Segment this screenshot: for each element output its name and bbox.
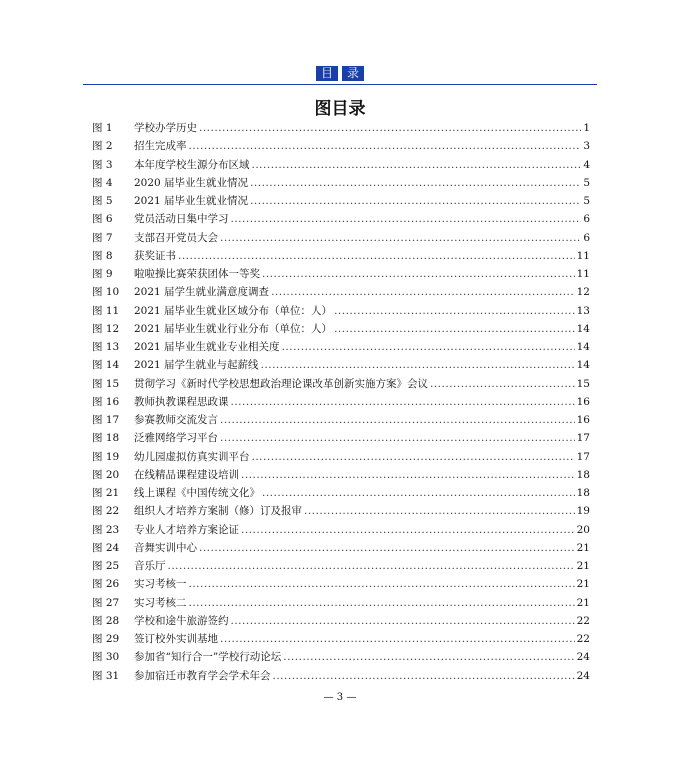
figure-number: 图 5 — [92, 195, 113, 207]
figure-page: 22 — [576, 614, 590, 627]
toc-entry[interactable] — [92, 248, 590, 266]
figure-page: 16 — [576, 395, 590, 408]
dot-leader — [189, 578, 575, 590]
dot-leader — [199, 542, 575, 554]
figure-page: 21 — [576, 596, 590, 609]
figure-number: 图 29 — [92, 633, 120, 645]
figure-page: 17 — [576, 432, 590, 445]
figure-title: 音舞实训中心 — [134, 541, 197, 554]
toc-entry[interactable] — [92, 503, 590, 521]
dot-leader — [220, 232, 581, 244]
figure-number: 图 22 — [92, 505, 120, 518]
toc-entry[interactable] — [92, 230, 590, 248]
figure-page: 14 — [576, 341, 590, 353]
figure-number: 图 27 — [92, 596, 120, 609]
figure-number: 图 30 — [92, 651, 120, 664]
figure-number: 图 2 — [92, 140, 113, 153]
figure-number: 图 17 — [92, 414, 120, 426]
toc-entry[interactable] — [92, 649, 590, 667]
toc-entry[interactable] — [92, 430, 590, 448]
figure-number: 图 19 — [92, 450, 120, 463]
figure-number: 图 9 — [92, 268, 113, 280]
dot-leader — [250, 177, 581, 189]
figure-number: 图 15 — [92, 377, 120, 390]
figure-title: 啦啦操比赛荣获团体一等奖 — [134, 268, 260, 280]
figure-number: 图 18 — [92, 432, 120, 445]
dot-leader — [252, 451, 575, 463]
figure-title: 学校办学历史 — [134, 122, 197, 134]
figure-title: 线上课程《中国传统文化》 — [134, 487, 260, 499]
dot-leader — [241, 469, 575, 481]
figure-page: 5 — [583, 176, 590, 189]
figure-page: 3 — [583, 140, 590, 153]
dot-leader — [273, 670, 575, 682]
figure-page: 16 — [576, 414, 590, 426]
dot-leader — [283, 651, 574, 663]
dot-leader — [220, 414, 575, 426]
figure-title: 专业人才培养方案论证 — [134, 523, 239, 536]
toc-entry[interactable] — [92, 376, 590, 394]
figure-title: 贯彻学习《新时代学校思想政治理论课改革创新实施方案》会议 — [134, 377, 428, 390]
figure-number: 图 7 — [92, 231, 113, 244]
figure-number: 图 25 — [92, 560, 120, 572]
figure-number: 图 21 — [92, 487, 120, 499]
toc-entry[interactable] — [92, 613, 590, 631]
dot-leader — [220, 633, 575, 645]
toc-entry[interactable] — [92, 357, 590, 375]
figure-title: 获奖证书 — [134, 249, 176, 262]
toc-entry[interactable] — [92, 668, 590, 686]
toc-entry[interactable] — [92, 467, 590, 485]
figure-number: 图 6 — [92, 213, 113, 226]
figure-title: 参赛教师交流发言 — [134, 414, 218, 426]
figure-title: 音乐厅 — [134, 560, 166, 572]
toc-entry[interactable] — [92, 284, 590, 302]
dot-leader — [241, 524, 575, 536]
figure-page: 21 — [576, 578, 590, 591]
dot-leader — [189, 140, 582, 152]
header-divider — [83, 84, 597, 85]
toc-entry[interactable] — [92, 193, 590, 211]
dot-leader — [262, 487, 575, 499]
figure-list — [92, 120, 590, 686]
figure-title: 幼儿园虚拟仿真实训平台 — [134, 450, 250, 463]
dot-leader — [231, 396, 575, 408]
figure-number: 图 4 — [92, 176, 113, 189]
dot-leader — [189, 597, 575, 609]
figure-number: 图 3 — [92, 158, 113, 171]
figure-title: 2021 届学生就业满意度调查 — [134, 286, 270, 299]
figure-title: 党员活动日集中学习 — [134, 213, 229, 226]
figure-number: 图 13 — [92, 341, 120, 353]
dot-leader — [282, 341, 575, 353]
figure-page: 21 — [576, 541, 590, 554]
figure-page: 12 — [576, 286, 590, 299]
figure-number: 图 8 — [92, 249, 113, 262]
dot-leader — [231, 615, 575, 627]
figure-number: 图 24 — [92, 541, 120, 554]
figure-page: 17 — [576, 450, 590, 463]
figure-number: 图 23 — [92, 523, 120, 536]
figure-title: 参加宿迁市教育学会学术年会 — [134, 669, 271, 682]
figure-number: 图 20 — [92, 468, 120, 481]
toc-entry[interactable] — [92, 576, 590, 594]
toc-entry[interactable] — [92, 138, 590, 156]
figure-number: 图 1 — [92, 122, 113, 134]
toc-entry[interactable] — [92, 394, 590, 412]
dot-leader — [199, 122, 581, 134]
dot-leader — [252, 159, 582, 171]
figure-page: 6 — [583, 231, 590, 244]
figure-title: 2021 届学生就业与起薪线 — [134, 359, 259, 372]
toc-entry[interactable] — [92, 175, 590, 193]
toc-entry[interactable] — [92, 631, 590, 649]
toc-entry[interactable] — [92, 449, 590, 467]
dot-leader — [271, 286, 575, 298]
figure-title: 本年度学校生源分布区域 — [134, 158, 250, 171]
page-number: — 3 — — [323, 692, 357, 703]
figure-title: 2020 届毕业生就业情况 — [134, 176, 249, 189]
toc-entry[interactable] — [92, 303, 590, 321]
figure-page: 18 — [576, 487, 590, 499]
figure-page: 14 — [576, 322, 590, 335]
figure-title: 参加省“知行合一”学校行动论坛 — [134, 651, 282, 664]
toc-entry[interactable] — [92, 558, 590, 576]
figure-page: 15 — [576, 377, 590, 390]
header-badge-lu: 录 — [342, 66, 364, 81]
toc-entry[interactable] — [92, 412, 590, 430]
figure-title: 支部召开党员大会 — [134, 231, 218, 244]
dot-leader — [168, 560, 575, 572]
dot-leader — [304, 505, 575, 517]
toc-entry[interactable] — [92, 339, 590, 357]
dot-leader — [231, 213, 582, 225]
dot-leader — [250, 195, 581, 207]
figure-title: 学校和途牛旅游签约 — [134, 614, 229, 627]
header-badge-mu: 目 — [316, 66, 338, 81]
dot-leader — [178, 250, 575, 262]
toc-entry[interactable] — [92, 522, 590, 540]
figure-page: 13 — [576, 304, 590, 317]
figure-number: 图 11 — [92, 304, 120, 317]
figure-page: 1 — [583, 122, 590, 134]
figure-title: 2021 届毕业生就业区域分布（单位：人） — [134, 304, 333, 317]
figure-title: 泛雅网络学习平台 — [134, 432, 218, 445]
figure-page: 21 — [576, 560, 590, 572]
page-title: 图目录 — [314, 99, 366, 119]
toc-entry[interactable] — [92, 485, 590, 503]
figure-page: 22 — [576, 633, 590, 645]
figure-page: 24 — [576, 651, 590, 664]
figure-page: 14 — [576, 359, 590, 372]
toc-entry[interactable] — [92, 540, 590, 558]
figure-page: 18 — [576, 468, 590, 481]
dot-leader — [430, 378, 575, 390]
toc-entry[interactable] — [92, 266, 590, 284]
dot-leader — [334, 305, 575, 317]
figure-title: 在线精品课程建设培训 — [134, 468, 239, 481]
figure-title: 实习考核二 — [134, 596, 187, 609]
figure-number: 图 10 — [92, 286, 120, 299]
figure-page: 11 — [576, 249, 590, 262]
figure-page: 20 — [576, 523, 590, 536]
dot-leader — [220, 432, 575, 444]
toc-entry[interactable] — [92, 595, 590, 613]
figure-title: 签订校外实训基地 — [134, 633, 218, 645]
figure-number: 图 16 — [92, 395, 120, 408]
figure-title: 2021 届毕业生就业情况 — [134, 195, 249, 207]
figure-page: 5 — [583, 195, 590, 207]
figure-number: 图 14 — [92, 359, 120, 372]
figure-number: 图 28 — [92, 614, 120, 627]
toc-entry[interactable] — [92, 157, 590, 175]
dot-leader — [262, 268, 575, 280]
toc-entry[interactable] — [92, 211, 590, 229]
figure-title: 2021 届毕业生就业行业分布（单位：人） — [134, 322, 333, 335]
figure-number: 图 26 — [92, 578, 120, 591]
dot-leader — [334, 323, 575, 335]
figure-number: 图 12 — [92, 322, 120, 335]
figure-title: 实习考核一 — [134, 578, 187, 591]
figure-page: 11 — [576, 268, 590, 280]
figure-number: 图 31 — [92, 669, 120, 682]
toc-entry[interactable] — [92, 120, 590, 138]
toc-entry[interactable] — [92, 321, 590, 339]
figure-title: 组织人才培养方案制（修）订及报审 — [134, 505, 302, 518]
figure-title: 招生完成率 — [134, 140, 187, 153]
figure-page: 4 — [583, 158, 590, 171]
figure-page: 19 — [576, 505, 590, 518]
figure-page: 6 — [583, 213, 590, 226]
section-header — [0, 66, 680, 81]
figure-title: 2021 届毕业生就业专业相关度 — [134, 341, 280, 353]
dot-leader — [261, 359, 575, 371]
figure-title: 教师执教课程思政课 — [134, 395, 229, 408]
figure-page: 24 — [576, 669, 590, 682]
